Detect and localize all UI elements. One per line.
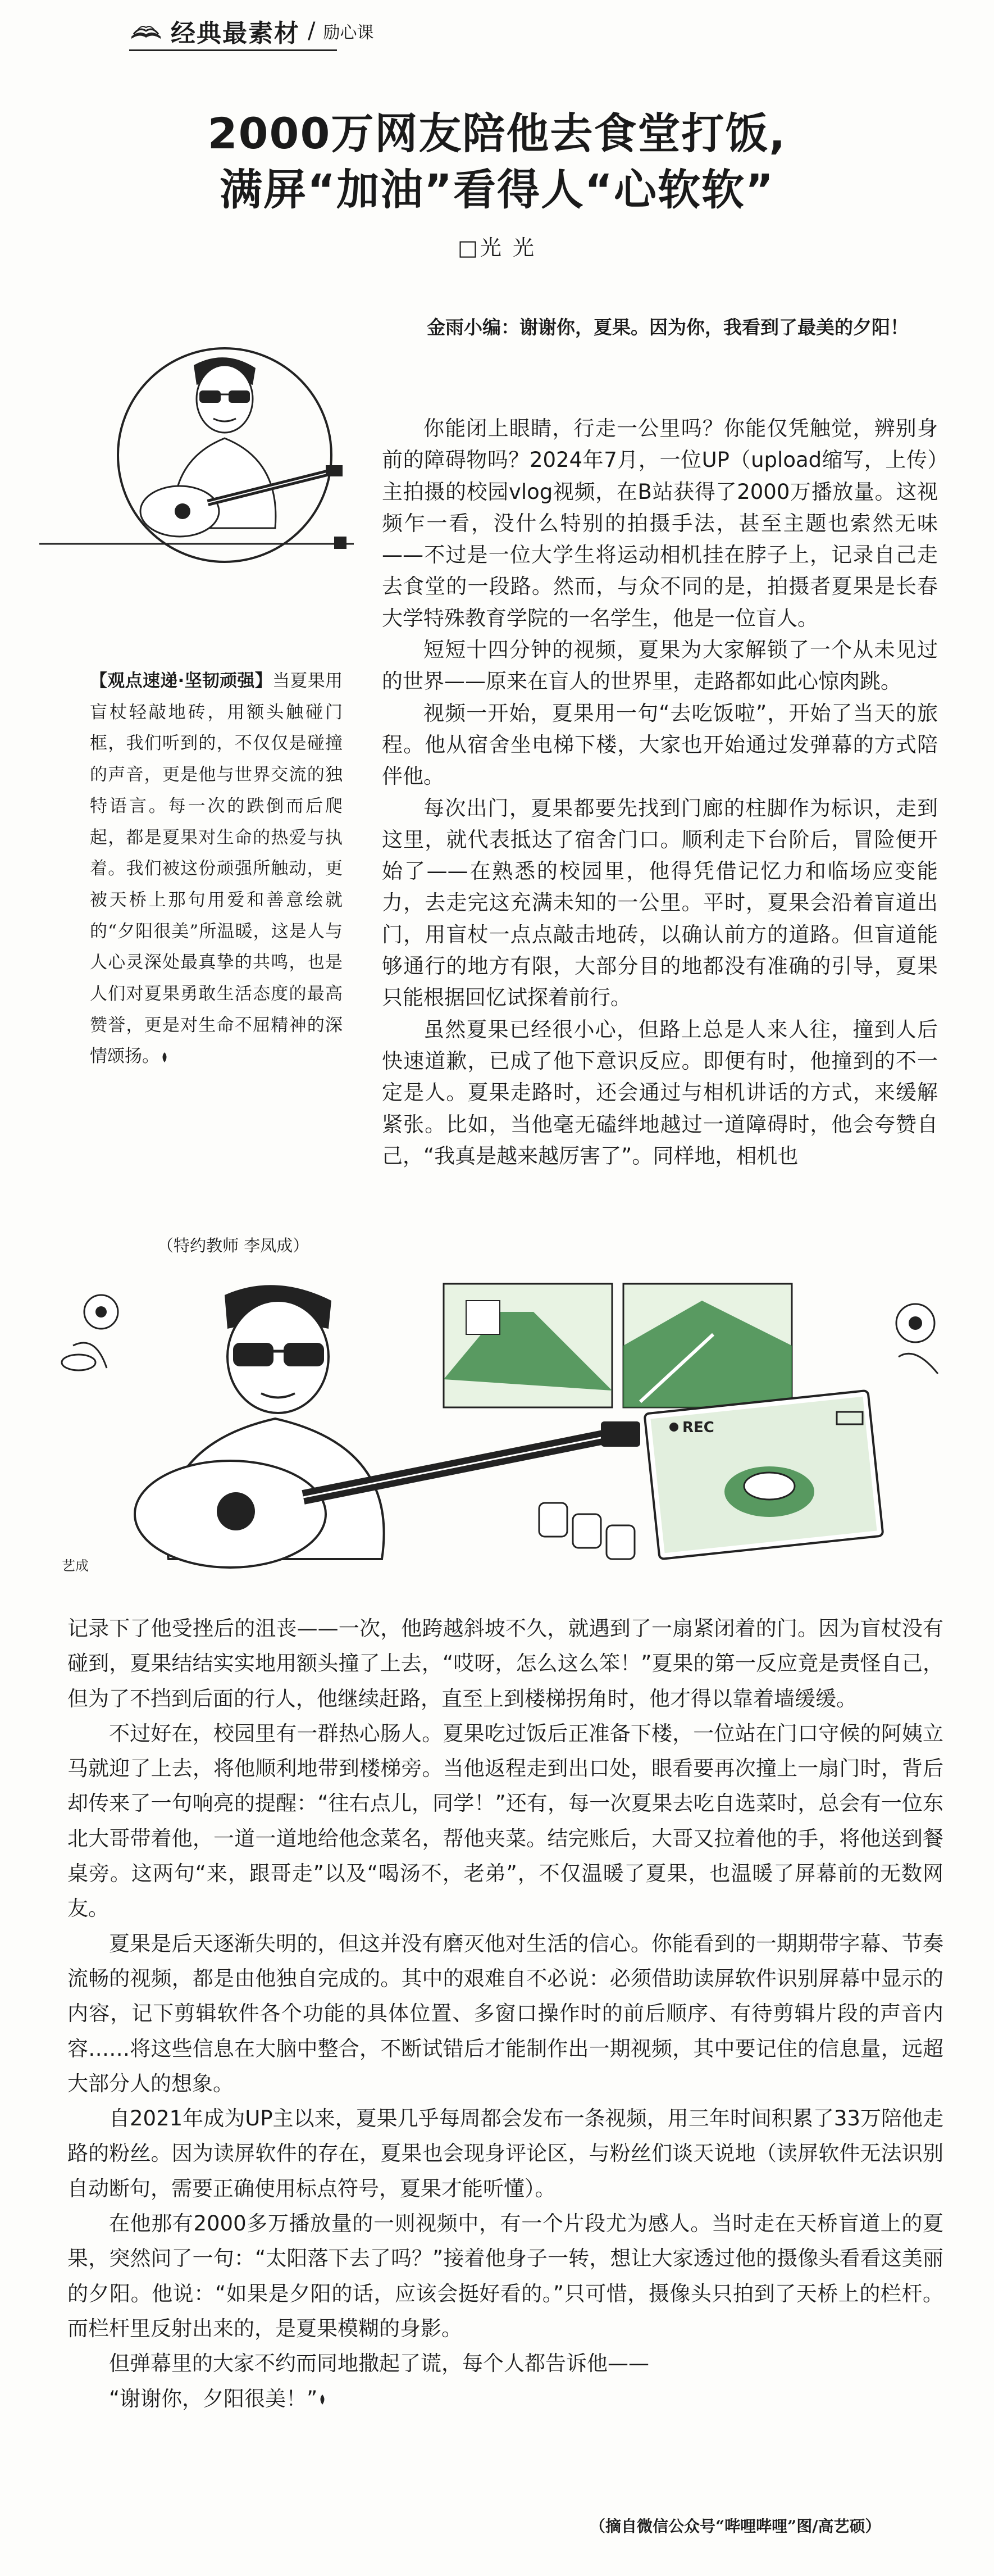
article-title-line1: 2000万网友陪他去食堂打饭, bbox=[207, 108, 787, 158]
flower-icon bbox=[896, 1304, 938, 1374]
end-mark-icon bbox=[159, 1051, 170, 1064]
paragraph: 不过好在，校园里有一群热心肠人。夏果吃过饭后正准备下楼，一位站在门口守候的阿姨立马就迎了上去，将他顺利地带到楼梯旁。当他返程走到出口处，眼看要再次撞上一扇门时，背后却传来了一句响亮的提醒：“往右点儿，同学！”还有，每一次夏果去吃自选菜时，总会有一位东北大哥带着他，一道一道地给他念菜名，帮他夹菜。结完账后，大哥又拉着他的手，将他送到餐桌旁。这两句“来，跟哥走”以及“喝汤不，老弟”，不仅温暖了夏果，也温暖了屏幕前的无数网友。 bbox=[67, 1721, 943, 1921]
closing-line bbox=[67, 2382, 943, 2416]
camera-view-panel bbox=[645, 1391, 883, 1559]
header-rule bbox=[129, 49, 337, 51]
source-credit: （摘自微信公众号“哔哩哔哩”图/高艺硕） bbox=[590, 2517, 881, 2536]
thumbs-up-icon bbox=[539, 1503, 635, 1559]
magazine-name: 经典最素材 bbox=[171, 19, 300, 48]
body-bottom bbox=[67, 1611, 943, 2416]
paragraph: 短短十四分钟的视频，夏果为大家解锁了一个从未见过的世界——原来在盲人的世界里，走路都如此心惊肉跳。 bbox=[382, 638, 938, 694]
page-header bbox=[129, 17, 374, 48]
body-right-column bbox=[382, 413, 938, 1172]
sidebar-commentary bbox=[90, 666, 343, 1073]
closing-text: “谢谢你，夕阳很美！” bbox=[109, 2386, 318, 2411]
article-title-line2: 满屏“加油”看得人“心软软” bbox=[220, 165, 774, 215]
article-author: □光 光 bbox=[458, 235, 536, 260]
end-mark-icon bbox=[317, 2393, 327, 2406]
sidebar-signature: （特约教师 李凤成） bbox=[157, 1236, 309, 1255]
paragraph: 夏果是后天逐渐失明的，但这并没有磨灭他对生活的信心。你能看到的一期期带字幕、节奏流畅的视频，都是由他独自完成的。其中的艰难自不必说：必须借助读屏软件识别屏幕中显示的内容，记下剪辑软件各个功能的具体位置、多窗口操作时的前后顺序、有待剪辑片段的声音内容……将这些信息在大脑中整合，不断试错后才能制作出一期视频，其中要记住的信息量，远超大部分人的想象。 bbox=[67, 1931, 943, 2096]
paragraph: 在他那有2000多万播放量的一则视频中，有一个片段尤为感人。当时走在天桥盲道上的夏果，突然问了一句：“太阳落下去了吗？”接着他身子一转，想让大家透过他的摄像头看看这美丽的夕阳。他说：“如果是夕阳的话，应该会挺好看的。”只可惜，摄像头只拍到了天桥上的栏杆。而栏杆里反射出来的，是夏果模糊的身影。 bbox=[67, 2211, 943, 2341]
guitar-player-portrait bbox=[39, 343, 354, 590]
rec-label: REC bbox=[682, 1419, 714, 1436]
paragraph: 视频一开始，夏果用一句“去吃饭啦”，开始了当天的旅程。他从宿舍坐电梯下楼，大家也开始通过发弹幕的方式陪伴他。 bbox=[382, 701, 938, 789]
section-name: 励心课 bbox=[323, 23, 374, 43]
sidebar-text: 当夏果用盲杖轻敲地砖，用额头触碰门框，我们听到的，不仅仅是碰撞的声音，更是他与世界交流的独特语言。每一次的跌倒而后爬起，都是夏果对生命的热爱与执着。我们被这份顽强所触动，更被天桥上那句用爱和善意绘就的“夕阳很美”所温暖，这是人与人心灵深处最真挚的共鸣，也是人们对夏果勇敢生活态度的最高赞誉，更是对生命不屈精神的深情颂扬。 bbox=[90, 671, 343, 1067]
paragraph: 你能闭上眼睛，行走一公里吗？你能仅凭触觉，辨别身前的障碍物吗？2024年7月，一位UP（upload缩写，上传）主拍摄的校园vlog视频，在B站获得了2000万播放量。这视频乍一看，没什么特别的拍摄手法，甚至主题也索然无味——不过是一位大学生将运动相机挂在脖子上，记录自己走去食堂的一段路。然而，与众不同的是，拍摄者夏果是长春大学特殊教育学院的一名学生，他是一位盲人。 bbox=[382, 416, 938, 630]
paragraph: 每次出门，夏果都要先找到门廊的柱脚作为标识，走到这里，就代表抵达了宿舍门口。顺利走下台阶后，冒险便开始了——在熟悉的校园里，他得凭借记忆力和临场应变能力，去走完这充满未知的一公里。平时，夏果会沿着盲道出门，用盲杖一点点敲击地砖，以确认前方的道路。但盲道能够通行的地方有限，大部分目的地都没有准确的引导，夏果只能根据回忆试探着前行。 bbox=[382, 796, 938, 1010]
book-icon bbox=[129, 20, 163, 42]
paragraph: 但弹幕里的大家不约而同地撒起了谎，每个人都告诉他—— bbox=[109, 2351, 649, 2376]
article-illustration bbox=[39, 1278, 955, 1582]
editor-note: 金雨小编：谢谢你，夏果。因为你，我看到了最美的夕阳！ bbox=[427, 316, 909, 338]
header-separator: / bbox=[308, 18, 316, 44]
artist-mark: 艺成 bbox=[62, 1558, 89, 1574]
paragraph: 虽然夏果已经很小心，但路上总是人来人往，撞到人后快速道歉，已成了他下意识反应。即便有时，他撞到的不一定是人。夏果走路时，还会通过与相机讲话的方式，来缓解紧张。比如，当他毫无磕绊地越过一道障碍时，他会夸赞自己，“我真是越来越厉害了”。同样地，相机也 bbox=[382, 1017, 938, 1168]
sidebar-lead: 【观点速递·坚韧顽强】 bbox=[90, 671, 273, 691]
flower-icon bbox=[62, 1295, 118, 1370]
campus-scene-panel bbox=[444, 1284, 792, 1407]
paragraph: 记录下了他受挫后的沮丧——一次，他跨越斜坡不久，就遇到了一扇紧闭着的门。因为盲杖没有碰到，夏果结结实实地用额头撞了上去，“哎呀，怎么这么笨！”夏果的第一反应竟是责怪自己，但为了不挡到后面的行人，他继续赶路，直至上到楼梯拐角时，他才得以靠着墙缓缓。 bbox=[67, 1616, 943, 1711]
paragraph: 自2021年成为UP主以来，夏果几乎每周都会发布一条视频，用三年时间积累了33万陪他走路的粉丝。因为读屏软件的存在，夏果也会现身评论区，与粉丝们谈天说地（读屏软件无法识别自动断句，需要正确使用标点符号，夏果才能听懂）。 bbox=[67, 2106, 943, 2201]
